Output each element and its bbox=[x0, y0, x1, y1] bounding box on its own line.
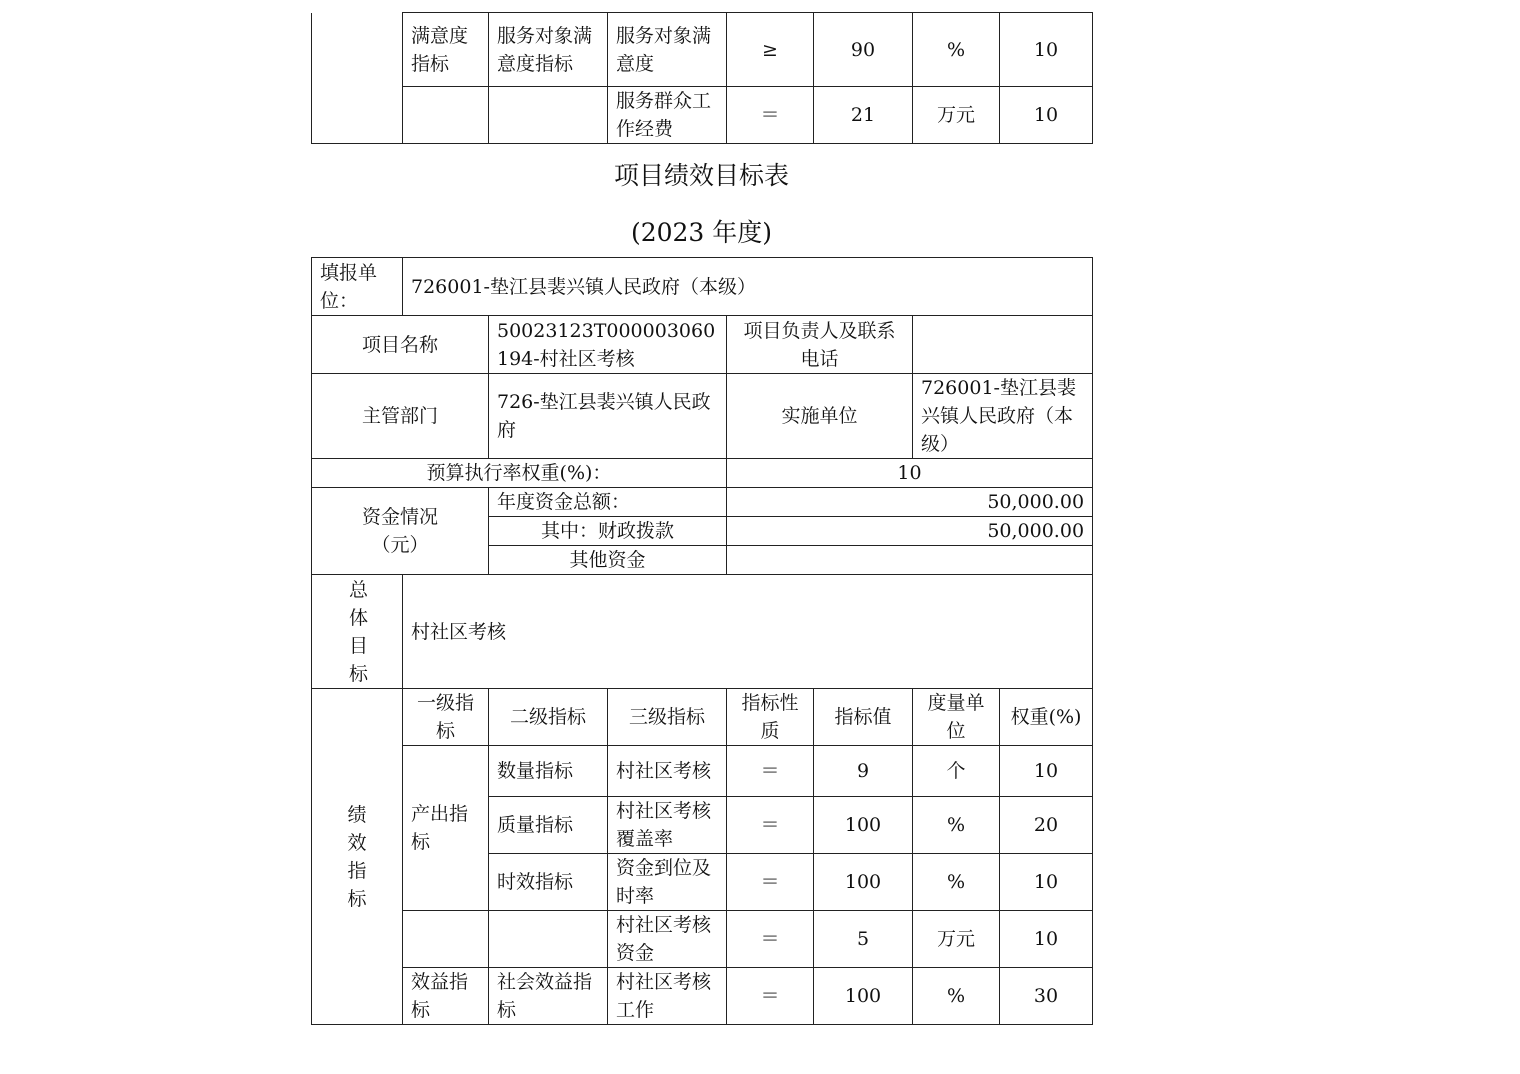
level1-cell: 效益指标 bbox=[403, 968, 489, 1025]
value-cell: 100 bbox=[814, 968, 913, 1025]
unit-cell: % bbox=[913, 797, 1000, 854]
level3-cell: 服务对象满意度 bbox=[608, 13, 727, 87]
weight-cell: 10 bbox=[1000, 746, 1093, 797]
weight-cell: 10 bbox=[1000, 87, 1093, 144]
level2-cell: 社会效益指标 bbox=[489, 968, 608, 1025]
level2-cell bbox=[489, 911, 608, 968]
project-name-value: 50023123T000003060194-村社区考核 bbox=[489, 316, 727, 374]
funds-fiscal-value: 50,000.00 bbox=[727, 517, 1093, 546]
header-weight: 权重(%) bbox=[1000, 689, 1093, 746]
reporting-unit-value: 726001-垫江县裴兴镇人民政府（本级） bbox=[403, 258, 1093, 316]
level1-cell: 满意度指标 bbox=[403, 13, 489, 87]
level3-cell: 资金到位及时率 bbox=[608, 854, 727, 911]
value-cell: 100 bbox=[814, 854, 913, 911]
overall-goal-value: 村社区考核 bbox=[403, 575, 1093, 689]
level2-cell: 数量指标 bbox=[489, 746, 608, 797]
level3-cell: 村社区考核工作 bbox=[608, 968, 727, 1025]
reporting-unit-label: 填报单位： bbox=[312, 258, 403, 316]
level1-cell bbox=[403, 87, 489, 144]
header-level1: 一级指标 bbox=[403, 689, 489, 746]
value-cell: 21 bbox=[814, 87, 913, 144]
performance-target-table bbox=[311, 257, 1093, 1025]
level3-cell: 村社区考核资金 bbox=[608, 911, 727, 968]
dept-value: 726-垫江县裴兴镇人民政府 bbox=[489, 374, 727, 459]
header-level2: 二级指标 bbox=[489, 689, 608, 746]
table-row bbox=[312, 13, 1093, 87]
table-row bbox=[312, 87, 1093, 144]
nature-cell: ＝ bbox=[727, 911, 814, 968]
indicator-header-row bbox=[312, 689, 1093, 746]
unit-cell: % bbox=[913, 854, 1000, 911]
nature-cell: ＝ bbox=[727, 797, 814, 854]
value-cell: 9 bbox=[814, 746, 913, 797]
impl-value: 726001-垫江县裴兴镇人民政府（本级） bbox=[913, 374, 1093, 459]
header-nature: 指标性质 bbox=[727, 689, 814, 746]
value-cell: 5 bbox=[814, 911, 913, 968]
header-unit: 度量单位 bbox=[913, 689, 1000, 746]
level3-cell: 村社区考核 bbox=[608, 746, 727, 797]
department-row bbox=[312, 374, 1093, 459]
budget-rate-label: 预算执行率权重(%)： bbox=[312, 459, 727, 488]
unit-cell: 万元 bbox=[913, 87, 1000, 144]
level3-cell: 村社区考核覆盖率 bbox=[608, 797, 727, 854]
project-name-row bbox=[312, 316, 1093, 374]
funds-total-label: 年度资金总额： bbox=[489, 488, 727, 517]
perf-label: 绩效指标 bbox=[312, 689, 403, 1025]
page-title: 项目绩效目标表 bbox=[613, 161, 789, 190]
project-name-label: 项目名称 bbox=[312, 316, 489, 374]
funds-label: 资金情况（元） bbox=[312, 488, 489, 575]
nature-cell: ≥ bbox=[727, 13, 814, 87]
table-row bbox=[312, 746, 1093, 797]
output-indicator-label: 产出指标 bbox=[403, 746, 489, 911]
funds-fiscal-label: 其中：财政拨款 bbox=[489, 517, 727, 546]
funds-other-label: 其他资金 bbox=[489, 546, 727, 575]
empty-cell bbox=[312, 13, 403, 144]
unit-cell: % bbox=[913, 13, 1000, 87]
budget-rate-row bbox=[312, 459, 1093, 488]
header-level3: 三级指标 bbox=[608, 689, 727, 746]
project-lead-label: 项目负责人及联系电话 bbox=[727, 316, 913, 374]
weight-cell: 10 bbox=[1000, 911, 1093, 968]
overall-goal-label: 总体目标 bbox=[312, 575, 403, 689]
funds-total-row bbox=[312, 488, 1093, 517]
level2-cell: 服务对象满意度指标 bbox=[489, 13, 608, 87]
reporting-unit-row bbox=[312, 258, 1093, 316]
value-cell: 90 bbox=[814, 13, 913, 87]
unit-cell: 万元 bbox=[913, 911, 1000, 968]
nature-cell: ＝ bbox=[727, 854, 814, 911]
weight-cell: 10 bbox=[1000, 13, 1093, 87]
table-row bbox=[312, 911, 1093, 968]
unit-cell: 个 bbox=[913, 746, 1000, 797]
level2-cell: 时效指标 bbox=[489, 854, 608, 911]
level2-cell: 质量指标 bbox=[489, 797, 608, 854]
previous-indicator-table bbox=[311, 12, 1093, 144]
funds-other-value bbox=[727, 546, 1093, 575]
dept-label: 主管部门 bbox=[312, 374, 489, 459]
level3-cell: 服务群众工作经费 bbox=[608, 87, 727, 144]
table-row bbox=[312, 968, 1093, 1025]
project-lead-value bbox=[913, 316, 1093, 374]
header-value: 指标值 bbox=[814, 689, 913, 746]
weight-cell: 20 bbox=[1000, 797, 1093, 854]
unit-cell: % bbox=[913, 968, 1000, 1025]
level2-cell bbox=[489, 87, 608, 144]
nature-cell: ＝ bbox=[727, 968, 814, 1025]
weight-cell: 10 bbox=[1000, 854, 1093, 911]
weight-cell: 30 bbox=[1000, 968, 1093, 1025]
impl-label: 实施单位 bbox=[727, 374, 913, 459]
budget-rate-value: 10 bbox=[727, 459, 1093, 488]
funds-total-value: 50,000.00 bbox=[727, 488, 1093, 517]
nature-cell: ＝ bbox=[727, 746, 814, 797]
level1-cell bbox=[403, 911, 489, 968]
value-cell: 100 bbox=[814, 797, 913, 854]
nature-cell: ＝ bbox=[727, 87, 814, 144]
page-subtitle: (2023 年度) bbox=[630, 218, 773, 247]
overall-goal-row bbox=[312, 575, 1093, 689]
